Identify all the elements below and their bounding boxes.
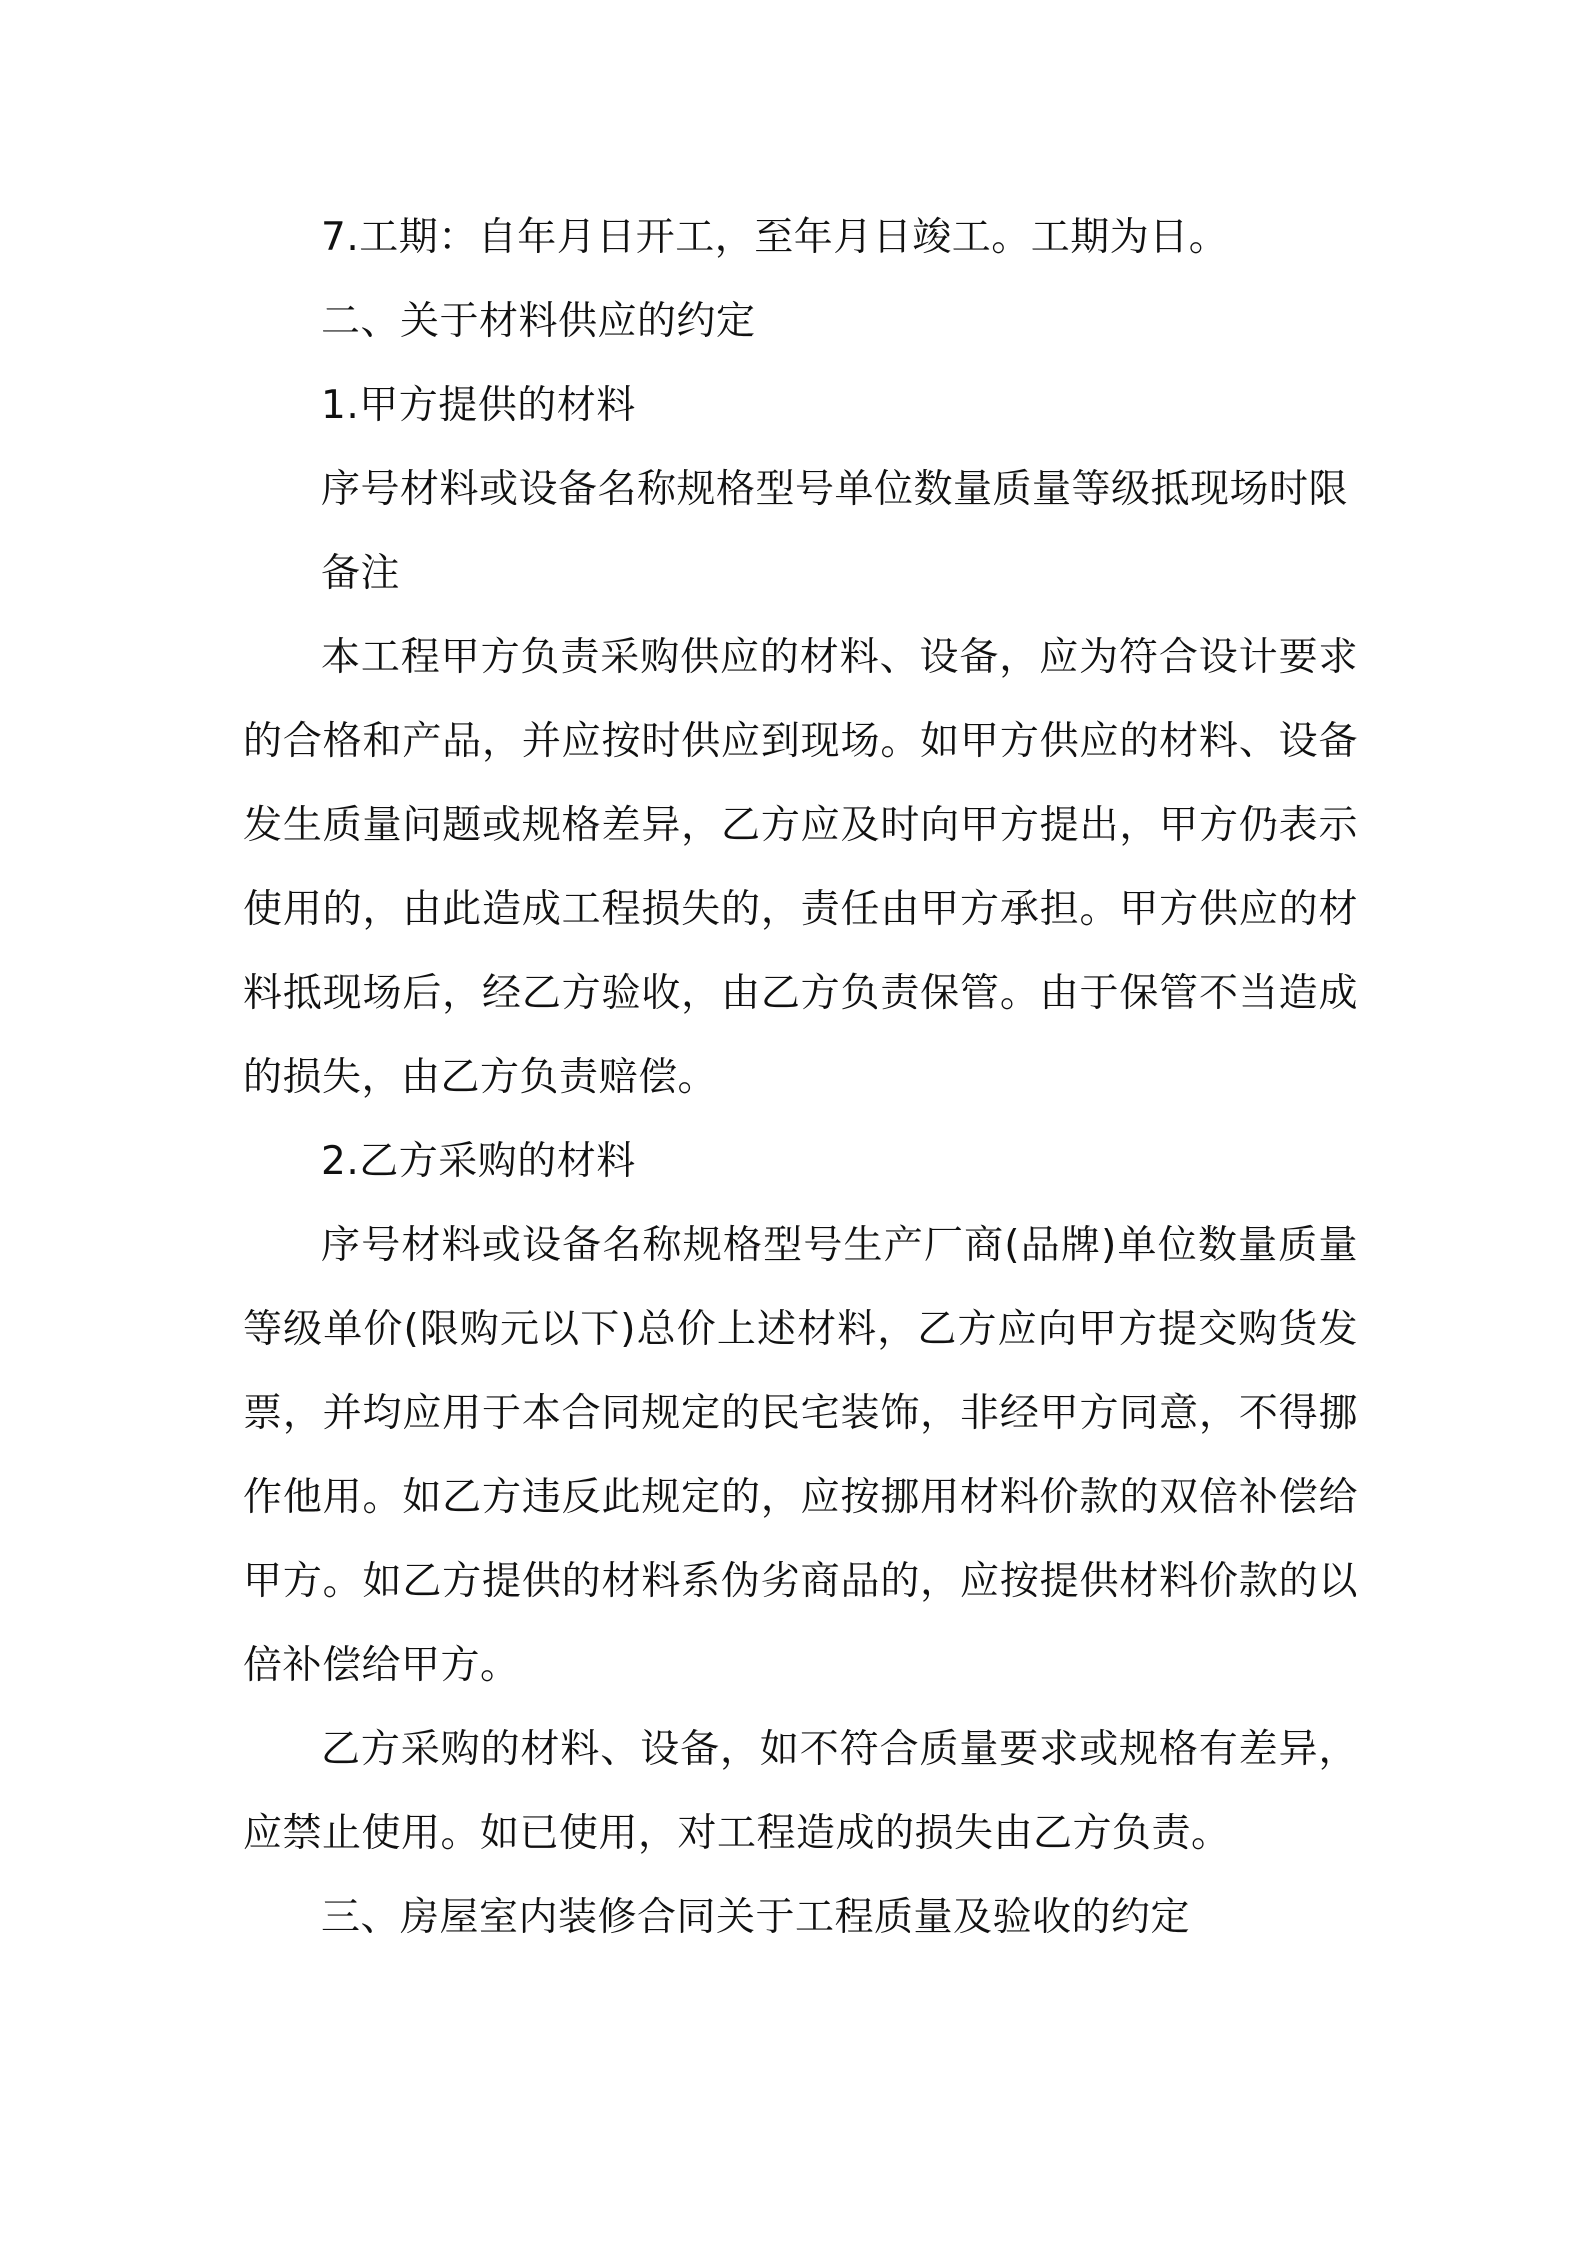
subheading-party-a-materials: 1.甲方提供的材料 [321,383,636,428]
heading-quality-acceptance: 三、房屋室内装修合同关于工程质量及验收的约定 [321,1895,1191,1940]
document-body [243,196,1358,1960]
paragraph-construction-period: 7.工期：自年月日开工，至年月日竣工。工期为日。 [321,215,1229,260]
heading-material-supply: 二、关于材料供应的约定 [321,299,756,344]
paragraph-remarks: 备注 [321,551,401,596]
paragraph-party-b-material-columns: 序号材料或设备名称规格型号生产厂商(品牌)单位数量质量等级单价(限购元以下)总价上述材料，乙方应向甲方提交购货发票，并均应用于本合同规定的民宅装饰，非经甲方同意，不得挪作他用。如乙方违反此规定的，应按挪用材料价款的双倍补偿给甲方。如乙方提供的材料系伪劣商品的，应按提供材料价款的以倍补偿给甲方。 [243,1223,1358,1688]
paragraph-party-a-responsibility: 本工程甲方负责采购供应的材料、设备，应为符合设计要求的合格和产品，并应按时供应到现场。如甲方供应的材料、设备发生质量问题或规格差异，乙方应及时向甲方提出，甲方仍表示使用的，由此造成工程损失的，责任由甲方承担。甲方供应的材料抵现场后，经乙方验收，由乙方负责保管。由于保管不当造成的损失，由乙方负责赔偿。 [243,635,1358,1100]
paragraph-party-b-quality: 乙方采购的材料、设备，如不符合质量要求或规格有差异，应禁止使用。如已使用，对工程造成的损失由乙方负责。 [243,1727,1358,1856]
subheading-party-b-materials: 2.乙方采购的材料 [321,1139,636,1184]
paragraph-party-a-material-columns: 序号材料或设备名称规格型号单位数量质量等级抵现场时限 [321,467,1349,512]
